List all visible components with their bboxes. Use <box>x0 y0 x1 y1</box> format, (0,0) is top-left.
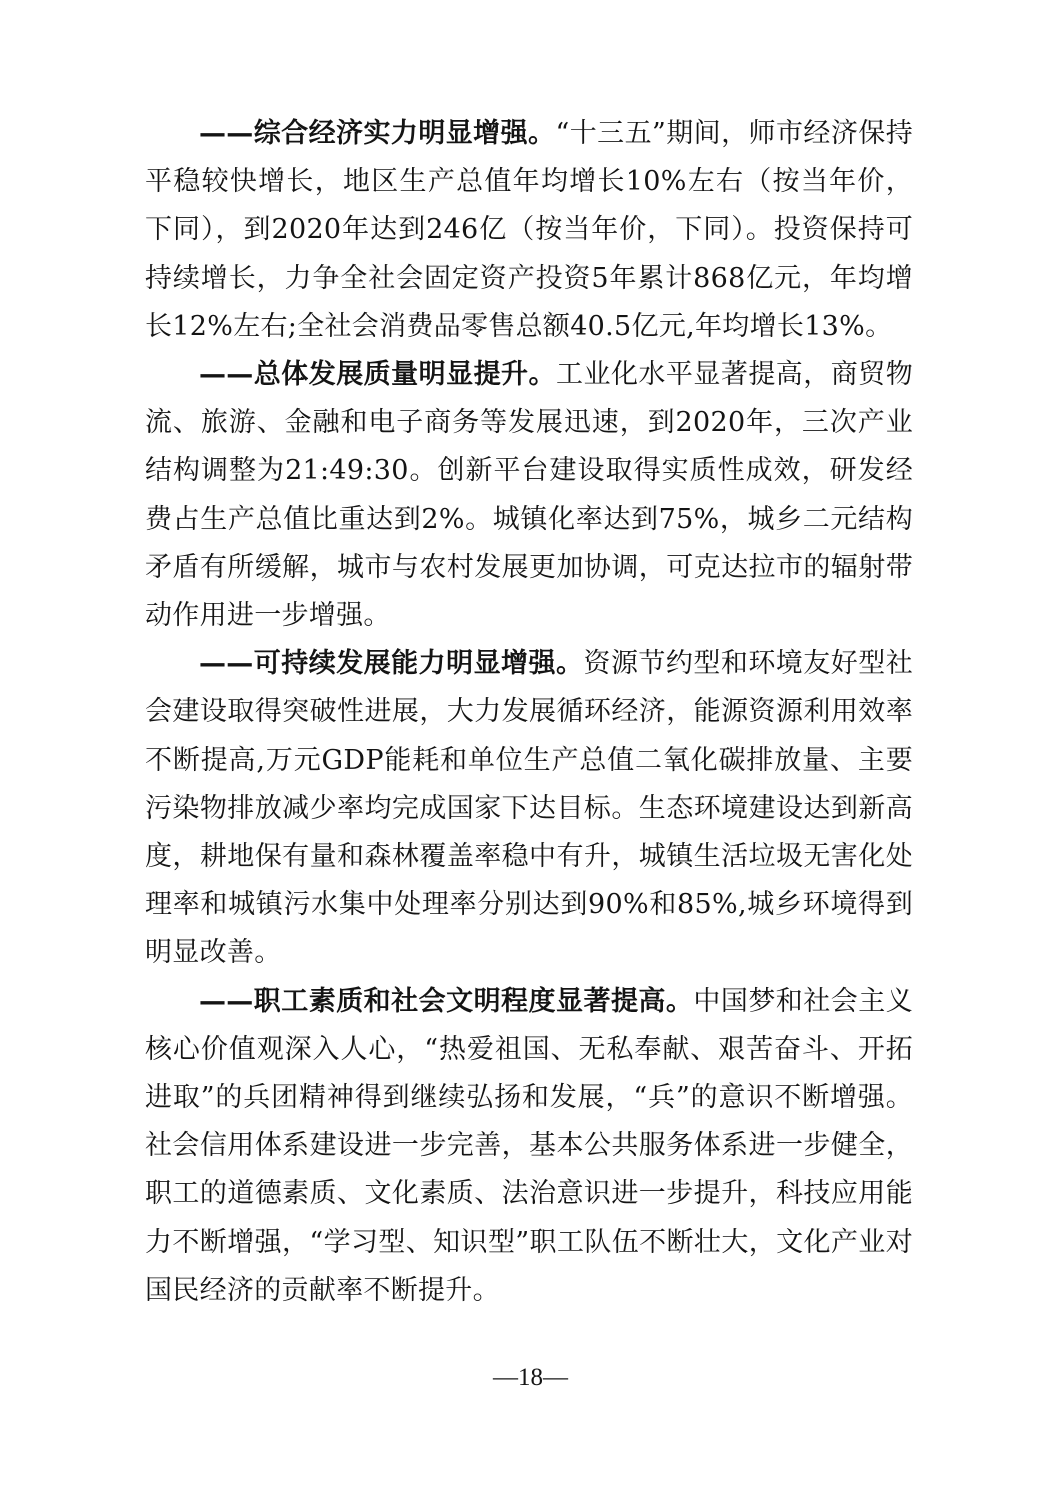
body-text <box>145 110 913 1315</box>
paragraph-sustainable-development <box>145 640 913 977</box>
paragraph-lead: ——可持续发展能力明显增强。 <box>199 648 584 680</box>
paragraph-economic-strength <box>145 110 913 351</box>
page-number: —18— <box>493 1364 568 1391</box>
paragraph-civilization <box>145 978 913 1315</box>
paragraph-text: 工业化水平显著提高，商贸物流、旅游、金融和电子商务等发展迅速，到2020年，三次产业结构调整为21:49:30。创新平台建设取得实质性成效，研发经费占生产总值比重达到2%。城镇化率达到75%，城乡二元结构矛盾有所缓解，城市与农村发展更加协调，可克达拉市的辐射带动作用进一步增强。 <box>145 359 913 632</box>
paragraph-text: 中国梦和社会主义核心价值观深入人心，“热爱祖国、无私奉献、艰苦奋斗、开拓进取”的兵团精神得到继续弘扬和发展，“兵”的意识不断增强。社会信用体系建设进一步完善，基本公共服务体系进一步健全，职工的道德素质、文化素质、法治意识进一步提升，科技应用能力不断增强，“学习型、知识型”职工队伍不断壮大，文化产业对国民经济的贡献率不断提升。 <box>145 985 913 1306</box>
paragraph-text: “十三五”期间，师市经济保持平稳较快增长，地区生产总值年均增长10%左右（按当年价，下同），到2020年达到246亿（按当年价，下同）。投资保持可持续增长，力争全社会固定资产投资5年累计868亿元，年均增长12%左右;全社会消费品零售总额40.5亿元,年均增长13%。 <box>145 118 913 342</box>
paragraph-text: 资源节约型和环境友好型社会建设取得突破性进展，大力发展循环经济，能源资源利用效率不断提高,万元GDP能耗和单位生产总值二氧化碳排放量、主要污染物排放减少率均完成国家下达目标。生态环境建设达到新高度，耕地保有量和森林覆盖率稳中有升，城镇生活垃圾无害化处理率和城镇污水集中处理率分别达到90%和85%,城乡环境得到明显改善。 <box>145 648 913 969</box>
paragraph-development-quality <box>145 351 913 640</box>
paragraph-lead: ——职工素质和社会文明程度显著提高。 <box>199 985 694 1017</box>
paragraph-lead: ——综合经济实力明显增强。 <box>199 118 556 149</box>
paragraph-lead: ——总体发展质量明显提升。 <box>199 359 556 391</box>
